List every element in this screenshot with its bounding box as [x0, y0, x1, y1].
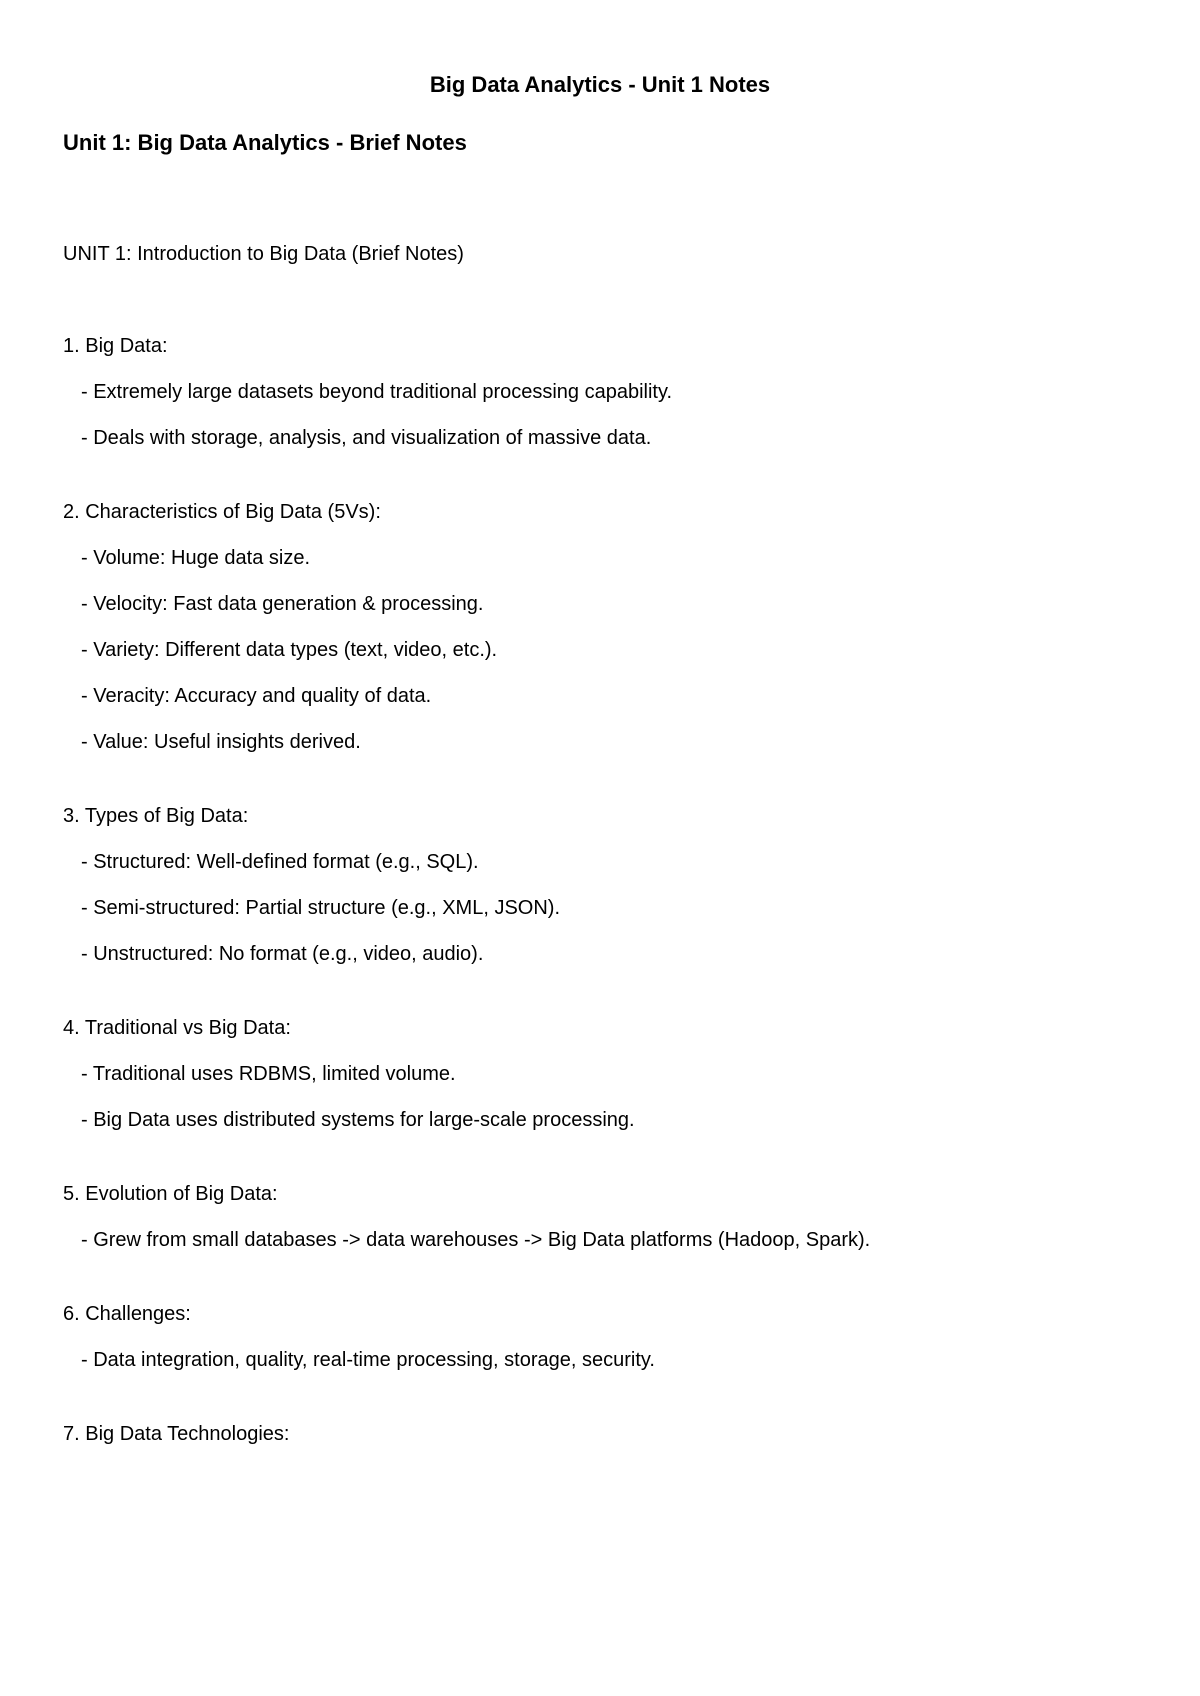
section-1 [63, 332, 1143, 452]
bullet-item: - Volume: Huge data size. [81, 547, 311, 569]
section-heading: 7. Big Data Technologies: [63, 1423, 290, 1445]
section-2 [63, 498, 1143, 756]
bullet-item: - Extremely large datasets beyond traditional processing capability. [81, 381, 673, 403]
notes-sections [63, 332, 1143, 1494]
bullet-item: - Veracity: Accuracy and quality of data. [81, 685, 432, 707]
document-title: Big Data Analytics - Unit 1 Notes [429, 72, 771, 97]
section-3 [63, 802, 1143, 968]
bullet-item: - Structured: Well-defined format (e.g., SQL). [81, 851, 479, 873]
section-heading: 4. Traditional vs Big Data: [63, 1017, 291, 1039]
bullet-item: - Velocity: Fast data generation & processing. [81, 593, 484, 615]
section-6 [63, 1300, 1143, 1374]
bullet-item: - Semi-structured: Partial structure (e.g., XML, JSON). [81, 897, 561, 919]
section-5 [63, 1180, 1143, 1254]
document-subtitle: Unit 1: Big Data Analytics - Brief Notes [63, 130, 467, 155]
bullet-item: - Traditional uses RDBMS, limited volume. [81, 1063, 456, 1085]
section-4 [63, 1014, 1143, 1134]
bullet-item: - Variety: Different data types (text, video, etc.). [81, 639, 498, 661]
section-heading: 6. Challenges: [63, 1303, 191, 1325]
section-heading: 3. Types of Big Data: [63, 805, 249, 827]
section-heading: 1. Big Data: [63, 335, 168, 357]
unit-intro-heading: UNIT 1: Introduction to Big Data (Brief Notes) [63, 243, 464, 265]
section-7 [63, 1420, 1143, 1448]
section-heading: 5. Evolution of Big Data: [63, 1183, 278, 1205]
bullet-item: - Grew from small databases -> data warehouses -> Big Data platforms (Hadoop, Spark). [81, 1229, 871, 1251]
bullet-item: - Unstructured: No format (e.g., video, audio). [81, 943, 484, 965]
bullet-item: - Big Data uses distributed systems for large-scale processing. [81, 1109, 635, 1131]
section-heading: 2. Characteristics of Big Data (5Vs): [63, 501, 381, 523]
bullet-item: - Value: Useful insights derived. [81, 731, 361, 753]
bullet-item: - Data integration, quality, real-time processing, storage, security. [81, 1349, 655, 1371]
bullet-item: - Deals with storage, analysis, and visualization of massive data. [81, 427, 652, 449]
